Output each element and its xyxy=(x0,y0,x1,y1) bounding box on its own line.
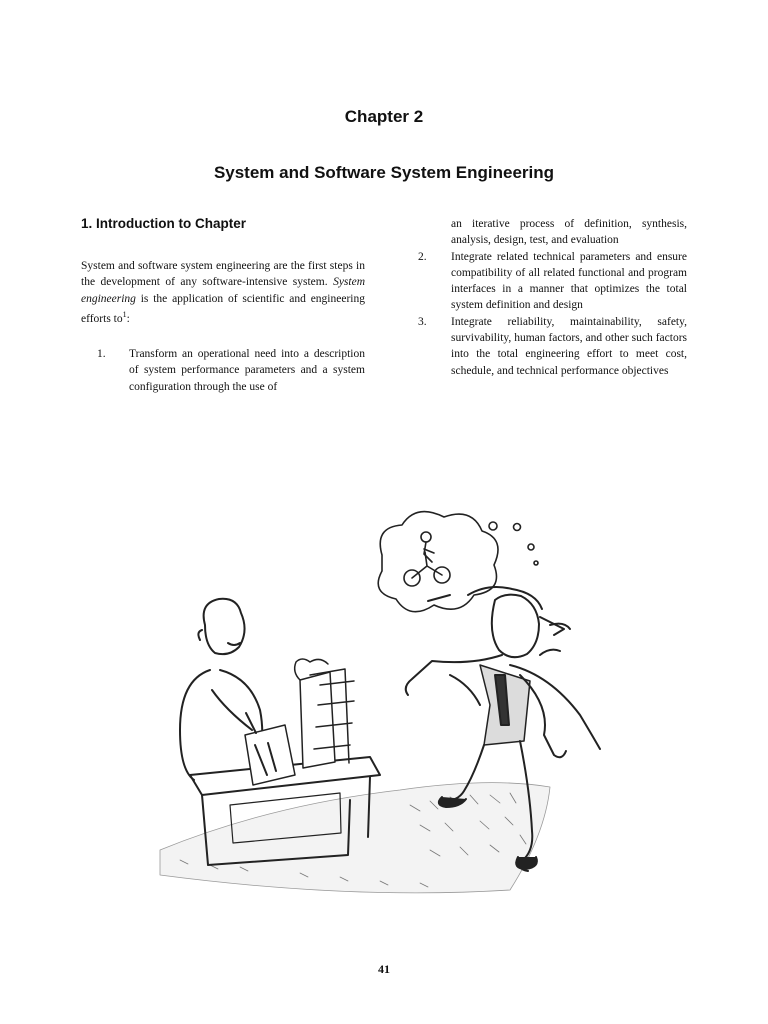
footnote-mark: 1 xyxy=(122,309,127,319)
list-column-left xyxy=(97,346,365,395)
intro-paragraph xyxy=(81,258,365,327)
list-column-right xyxy=(418,216,687,379)
intro-text: System and software system engineering are the first steps in the development of any software-intensive system. xyxy=(81,260,365,289)
chapter-label: Chapter 2 xyxy=(344,107,424,126)
intro-emphasis: System engineering xyxy=(81,276,365,305)
paper-stack-drawing xyxy=(295,659,354,768)
list-item-text: Integrate related technical parameters and ensure compatibility of all related functional and program interfaces in a manner that optimizes the total system definition and design xyxy=(451,250,687,312)
list-item-3 xyxy=(418,314,687,379)
list-item-1 xyxy=(97,346,365,395)
list-item-number: 3. xyxy=(418,315,427,328)
section-heading: 1. Introduction to Chapter xyxy=(81,216,246,231)
list-item-1-continuation: an iterative process of definition, synthesis, analysis, design, test, and evaluation xyxy=(451,218,687,247)
list-item-number: 2. xyxy=(418,250,427,263)
intro-end: : xyxy=(126,312,130,325)
cartoon-illustration xyxy=(150,505,610,905)
list-item-text: Transform an operational need into a description of system performance parameters and a system configuration through the use of xyxy=(129,348,365,393)
list-item-text: Integrate reliability, maintainability, safety, survivability, human factors, and other such factors into the total engineering effort to meet cost, schedule, and technical performance objectives xyxy=(451,315,687,377)
list-item-2 xyxy=(418,249,687,314)
bicycle-rider-icon xyxy=(404,532,450,586)
intro-text-cont: is the application of scientific and engineering efforts to xyxy=(81,292,365,325)
floor-shading xyxy=(160,783,550,893)
list-item-number: 1. xyxy=(97,348,106,360)
page-number: 41 xyxy=(378,962,390,976)
seated-man-drawing xyxy=(180,599,295,785)
thought-bubble xyxy=(378,512,538,612)
chapter-title: System and Software System Engineering xyxy=(213,163,555,182)
